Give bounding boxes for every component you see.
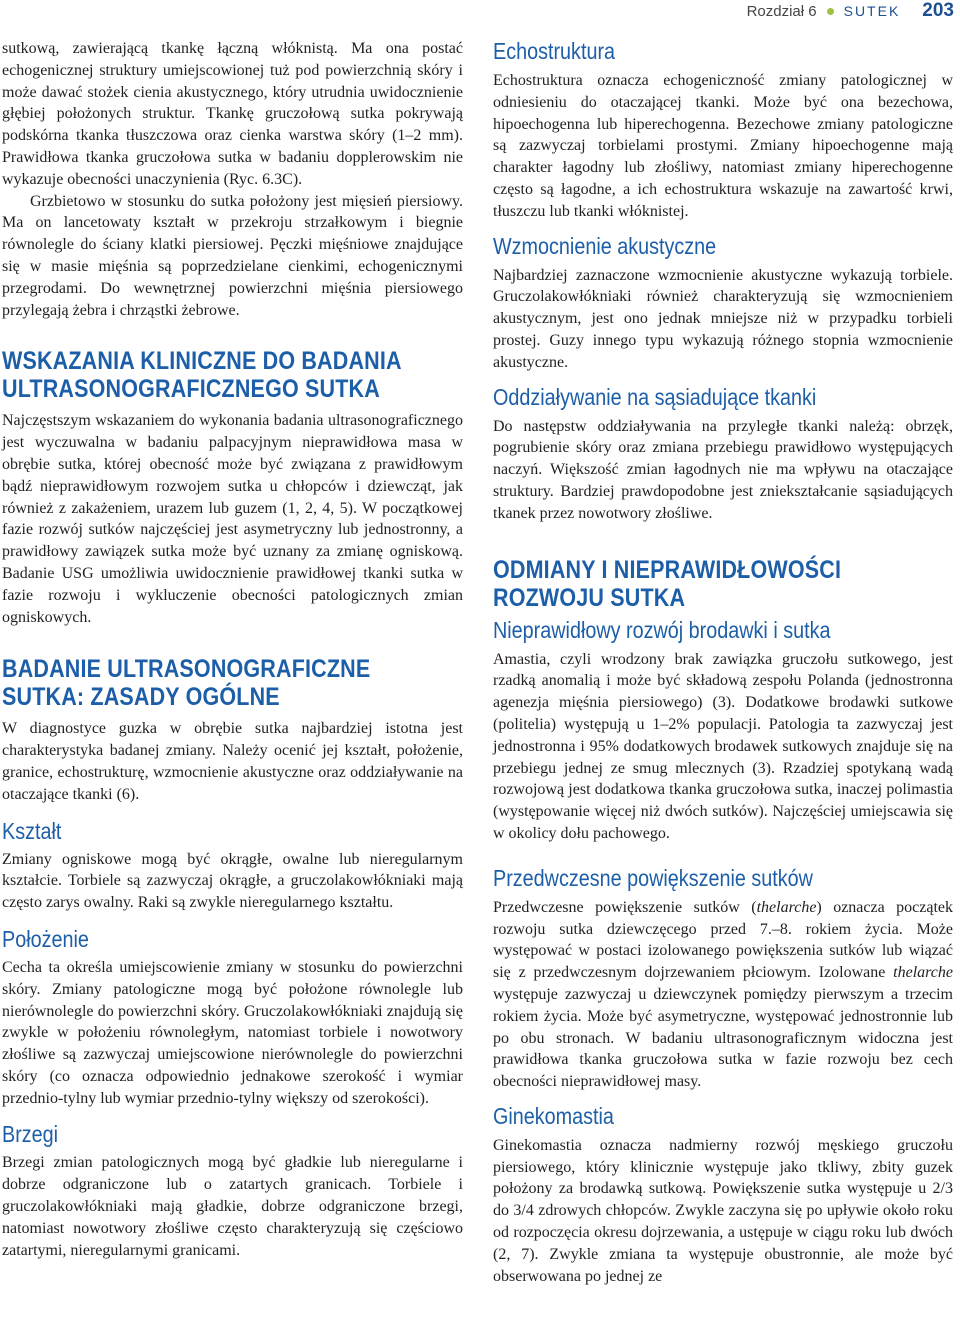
heading-acoustic-enhancement: Wzmocnienie akustyczne [493, 232, 717, 259]
left-column [2, 38, 463, 1261]
paragraph-surrounding-tissue: Do następstw oddziaływania na przyległe tkanki należą: obrzęk, pogrubienie skóry oraz zmiana przebiegu prawidłowo występujących naczyń. Większość zmian łagodnych nie ma wpływu na otaczające struktury. Bardziej prawdopodobne jest zniekształcanie sąsiadujących tkanek przez nowotwory złośliwe. [493, 417, 953, 522]
right-column [493, 38, 953, 1287]
heading-indications-line2: ULTRASONOGRAFICZNEGO SUTKA [2, 375, 380, 404]
thelarche-text-c: występuje zazwyczaj u dziewczynek pomiędzy pierwszym a trzecim rokiem życia. Może być asymetryczne, występować jednostronnie lub po obu stronach. W badaniu ultrasonograficznym widoczna jest prawidłowa tkanka gruczołowa sutka w fazie rozwoju bez cech obecności nieprawidłowej masy. [493, 985, 953, 1091]
heading-gynecomastia: Ginekomastia [493, 1102, 614, 1129]
page-number: 203 [922, 0, 954, 21]
chapter-label: Rozdział 6 [746, 2, 817, 20]
paragraph-indications: Najczęstszym wskazaniem do wykonania badania ultrasonograficznego jest wyczuwalna w badaniu palpacyjnym nieprawidłowa masa w obrębie sutka, której obecność może być związana z prawidłowym bądź nieprawidłowym rozwojem sutka u chłopców i dziewcząt, jak również z zakażeniem, urazem lub guzem (1, 2, 4, 5). W początkowej fazie rozwój sutków najczęściej jest asymetryczny lub jednostronny, a prawidłowy zawiązek sutka może być uznany za zmianę ogniskową. Badanie USG umożliwia uwidocznienie prawidłowej tkanki sutka w fazie rozwoju i wykluczenie obecności patologicznych zmian ogniskowych. [2, 412, 463, 626]
paragraph-intro: sutkową, zawierającą tkankę łączną włóknistą. Ma ona postać echogenicznej struktury umiejscowionej tuż pod powierzchnią skóry i może dawać stożek cienia akustycznego, który utrudnia uwidocznienie głębiej położonych struktur. Tkankę gruczołową sutka pokrywają podskórna tkanka tłuszczowa oraz cienka warstwa skóry (1–2 mm). Prawidłowa tkanka gruczołowa sutka w badaniu dopplerowskim nie wykazuje obecności unaczynienia (Ryc. 6.3C). [2, 40, 463, 188]
heading-variants [493, 556, 889, 612]
bullet-dot-icon [827, 8, 834, 15]
running-header [747, 0, 954, 22]
paragraph-acoustic-enhancement: Najbardziej zaznaczone wzmocnienie akustyczne wykazują torbiele. Gruczolakowłókniaki również charakteryzują się wzmocnieniem akustycznym, jest ono jednak mniejsze niż w przypadku torbieli prostej. Guzy innego typu wykazują różnego stopnia wzmocnienie akustyczne. [493, 266, 953, 371]
thelarche-text-b: ) oznacza początek rozwoju sutka dziewczęcego przed 7.–8. rokiem życia. Może występować w postaci izolowanego powiększenia sutków lub wiązać się z przedwczesnym dojrzewaniem płciowym. Izolowane [493, 898, 954, 982]
heading-shape: Kształt [2, 817, 62, 844]
paragraph-gynecomastia: Ginekomastia oznacza nadmierny rozwój męskiego gruczołu piersiowego, który klinicznie występuje jako tkliwy, zbity guzek położony za brodawką sutkową. Powiększenie sutka występuje u 2/3 do 3/4 zdrowych chłopców. Zwykle zaczyna się po upływie około roku od rozpoczęcia okresu dojrzewania, a ustępuje w ciągu roku lub dwóch (2, 7). Zwykle zmiana ta występuje obustronnie, ale może być obserwowana po jednej ze [493, 1136, 953, 1285]
heading-exam-rules-line1: BADANIE ULTRASONOGRAFICZNE [2, 655, 371, 684]
heading-variants-line1: ODMIANY I NIEPRAWIDŁOWOŚCI [493, 555, 842, 584]
paragraph-premature-thelarche [493, 897, 953, 1093]
heading-margins: Brzegi [2, 1121, 59, 1148]
heading-surrounding-tissue: Oddziaływanie na sąsiadujące tkanki [493, 383, 817, 410]
paragraph-abnormal-nipple: Amastia, czyli wrodzony brak zawiązka gruczołu sutkowego, jest rzadką anomalią i może być składową zespołu Polanda (jednostronna agenezja mięśnia piersiowego) (3). Dodatkowe brodawki sutkowe (politelia) występują u 1–2% populacji. Patologia ta zazwyczaj jest jednostronna i 95% dodatkowych brodawek sutkowych znajduje się na przebiegu jednej ze smug mlecznych (3). Rzadziej spotykaną wadą rozwojową jest dodatkowa tkanka gruczołowa sutka, inaczej polimastia (występowanie więcej niż dwóch sutków). Najczęściej umiejscawia się w okolicy dołu pachowego. [493, 650, 953, 842]
heading-variants-line2: ROZWOJU SUTKA [493, 583, 686, 612]
thelarche-text-a: Przedwczesne powiększenie sutków ( [493, 898, 757, 916]
paragraph-shape: Zmiany ogniskowe mogą być okrągłe, owalne lub nieregularnym kształcie. Torbiele są zazwyczaj okrągłe, a gruczolakowłókniaki mają często zarys owalny. Raki są zwykle nieregularnego kształtu. [2, 850, 463, 912]
heading-indications [2, 347, 402, 404]
paragraph-exam-rules: W diagnostyce guzka w obrębie sutka najbardziej istotna jest charakterystyka badanej zmiany. Należy ocenić jej kształt, położenie, granice, echostrukturę, wzmocnienie akustyczne oraz oddziaływanie na otaczające tkanki (6). [2, 720, 463, 803]
heading-exam-rules-line2: SUTKA: ZASADY OGÓLNE [2, 683, 280, 712]
thelarche-term-2: thelarche [893, 964, 953, 982]
heading-exam-rules [2, 655, 398, 711]
paragraph-position: Cecha ta określa umiejscowienie zmiany w stosunku do powierzchni skóry. Zmiany patologiczne mogą być położone równolegle lub nierównolegle do powierzchni skóry. Gruczolakowłókniaki znajdują się zwykle w położeniu równoległym, natomiast torbiele i nowotwory złośliwe są zazwyczaj umiejscowione nierównolegle do powierzchni skóry (co oznacza odpowiednio jednakowe szerokość i wymiar przednio-tylny lub wymiar przednio-tylny większy od szerokości). [2, 958, 463, 1107]
section-label: SUTEK [843, 3, 901, 19]
heading-echostructure: Echostruktura [493, 38, 616, 64]
heading-position: Położenie [2, 925, 89, 952]
heading-indications-line1: WSKAZANIA KLINICZNE DO BADANIA [2, 347, 402, 376]
thelarche-term: thelarche [756, 898, 817, 916]
paragraph-echostructure: Echostruktura oznacza echogeniczność zmiany patologicznej w odniesieniu do otaczającej tkanki. Może być ona bezechowa, hipoechogenna lub hiperechogenna. Bezechowe zmiany patologiczne są zazwyczaj torbielami prostymi. Zmiany hipoechogenne mają charakter łagodny lub złośliwy, natomiast zmiany hiperechogenne często są łagodne, a ich echostruktura wskazuje na zawartość krwi, tłuszczu lub tkanki włóknistej. [493, 72, 953, 220]
heading-abnormal-nipple: Nieprawidłowy rozwój brodawki i sutka [493, 616, 831, 643]
paragraph-muscle: Grzbietowo w stosunku do sutka położony jest mięsień piersiowy. Ma on lancetowaty kształt w przekroju strzałkowym i biegnie równolegle do ściany klatki piersiowej. Pęczki mięśniowe znajdujące się w masie mięśnia są poprzedzielane cienkimi, echogenicznymi przegrodami. Do wewnętrznej powierzchni mięśnia piersiowego przylegają żebra i chrząstki żebrowe. [2, 192, 463, 319]
heading-premature-thelarche: Przedwczesne powiększenie sutków [493, 864, 813, 891]
paragraph-margins: Brzegi zmian patologicznych mogą być gładkie lub nieregularne i dobrze odgraniczone lub o zatartych granicach. Torbiele i gruczolakowłókniaki mają gładkie, dobrze odgraniczone brzegi, natomiast nowotwory złośliwe często charakteryzują się częściowo zatartymi, nieregularnymi granicami. [2, 1154, 463, 1259]
